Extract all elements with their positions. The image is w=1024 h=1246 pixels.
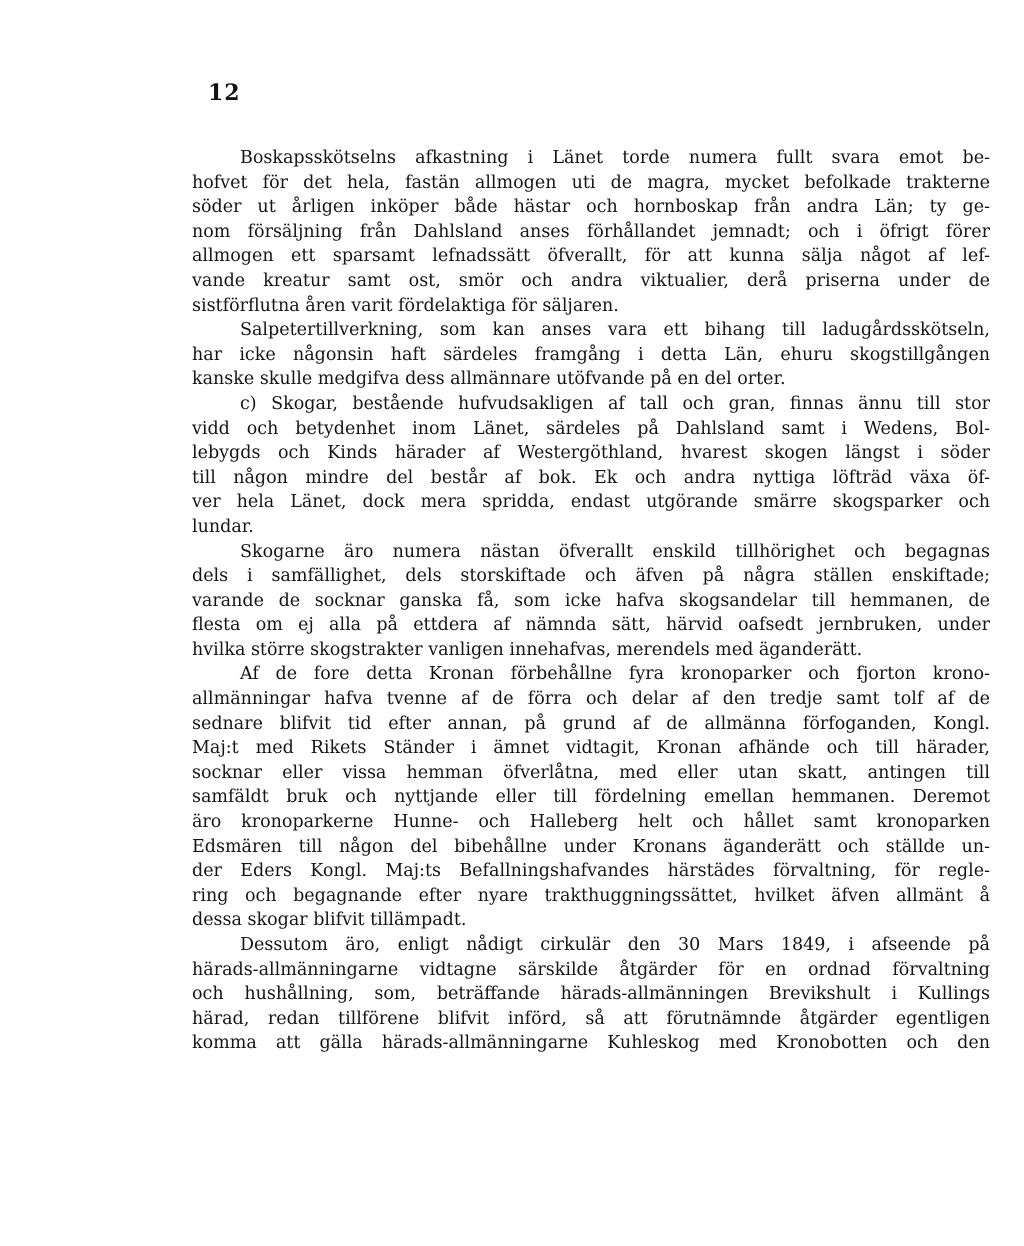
text-line: kanske skulle medgifva dess allmännare utöfvande på en del orter. (192, 369, 786, 390)
text-line: Salpetertillverkning, som kan anses vara ett bihang till ladugårdsskötseln, (240, 320, 990, 341)
text-line: allmänningar hafva tvenne af de förra och delar af den tredje samt tolf af de (192, 689, 990, 710)
text-line: dels i samfällighet, dels storskiftade och äfven på några ställen enskiftade; (192, 566, 990, 587)
text-line: dessa skogar blifvit tillämpadt. (192, 910, 467, 931)
text-line: der Eders Kongl. Maj:ts Befallningshafvandes härstädes förvaltning, för regle- (192, 861, 990, 882)
text-line: Edsmären till någon del bibehållne under Kronans äganderätt och ställde un- (192, 836, 990, 857)
page-number: 12 (208, 80, 241, 106)
text-line: har icke någonsin haft särdeles framgång i detta Län, ehuru skogstillgången (192, 344, 990, 365)
text-line: söder ut årligen inköper både hästar och hornboskap från andra Län; ty ge- (192, 197, 990, 218)
text-line: varande de socknar ganska få, som icke hafva skogsandelar till hemmanen, de (192, 590, 990, 611)
text-line: flesta om ej alla på ettdera af nämnda sätt, härvid oafsedt jernbruken, under (192, 615, 990, 636)
text-line: Maj:t med Rikets Ständer i ämnet vidtagit, Kronan afhände och till härader, (192, 738, 990, 759)
text-line: sednare blifvit tid efter annan, på grund af de allmänna förfoganden, Kongl. (192, 713, 990, 734)
paragraph-forests (192, 392, 990, 540)
text-line: ring och begagnande efter nyare trakthuggningssättet, hvilket äfven allmänt å (192, 885, 990, 906)
text-line: allmogen ett sparsamt lefnadssätt öfverallt, för att kunna sälja något af lef- (192, 246, 990, 267)
text-line: Af de fore detta Kronan förbehållne fyra kronoparker och fjorton krono- (240, 664, 990, 685)
paragraph-forest-ownership (192, 540, 990, 663)
text-line: vidd och betydenhet inom Länet, särdeles på Dahlsland samt i Wedens, Bol- (192, 418, 990, 439)
text-line: härads-allmänningarne vidtagne särskilde åtgärder för en ordnad förvaltning (192, 959, 990, 980)
text-line: nom försäljning från Dahlsland anses förhållandet jemnadt; och i öfrigt förer (192, 221, 990, 242)
text-line: ver hela Länet, dock mera spridda, endast utgörande smärre skogsparker och (192, 492, 990, 513)
text-line: Skogarne äro numera nästan öfverallt enskild tillhörighet och begagnas (240, 541, 990, 562)
text-line: hvilka större skogstrakter vanligen innehafvas, merendels med äganderätt. (192, 639, 863, 660)
text-line: och hushållning, som, beträffande härads-allmänningen Brevikshult i Kullings (192, 984, 990, 1005)
text-line: socknar eller vissa hemman öfverlåtna, med eller utan skatt, antingen till (192, 762, 990, 783)
text-line: Boskapsskötselns afkastning i Länet torde numera fullt svara emot be- (240, 148, 990, 168)
text-line: lundar. (192, 516, 254, 537)
paragraph-saltpeter (192, 318, 990, 392)
text-line: komma att gälla härads-allmänningarne Kuhleskog med Kronobotten och den (192, 1033, 990, 1054)
paragraph-district-commons (192, 933, 990, 1056)
text-line: äro kronoparkerne Hunne- och Halleberg helt och hållet samt kronoparken (192, 812, 990, 833)
text-line: lebygds och Kinds härader af Westergöthland, hvarest skogen längst i söder (192, 443, 990, 464)
text-line: sistförflutna åren varit fördelaktiga för säljaren. (192, 295, 619, 316)
body-text (192, 146, 990, 1056)
paragraph-livestock (192, 146, 990, 318)
text-line: härad, redan tillförene blifvit införd, så att förutnämnde åtgärder egentligen (192, 1008, 990, 1029)
text-line: c) Skogar, bestående hufvudsakligen af tall och gran, finnas ännu till stor (240, 393, 990, 414)
text-line: Dessutom äro, enligt nådigt cirkulär den 30 Mars 1849, i afseende på (240, 935, 990, 955)
text-line: vande kreatur samt ost, smör och andra viktualier, derå priserna under de (192, 270, 990, 291)
text-line: samfäldt bruk och nyttjande eller till fördelning emellan hemmanen. Deremot (192, 787, 990, 808)
paragraph-crown-parks (192, 662, 990, 933)
text-line: till någon mindre del består af bok. Ek och andra nyttiga löfträd växa öf- (192, 467, 990, 488)
text-line: hofvet för det hela, fastän allmogen uti de magra, mycket befolkade trakterne (192, 172, 990, 193)
